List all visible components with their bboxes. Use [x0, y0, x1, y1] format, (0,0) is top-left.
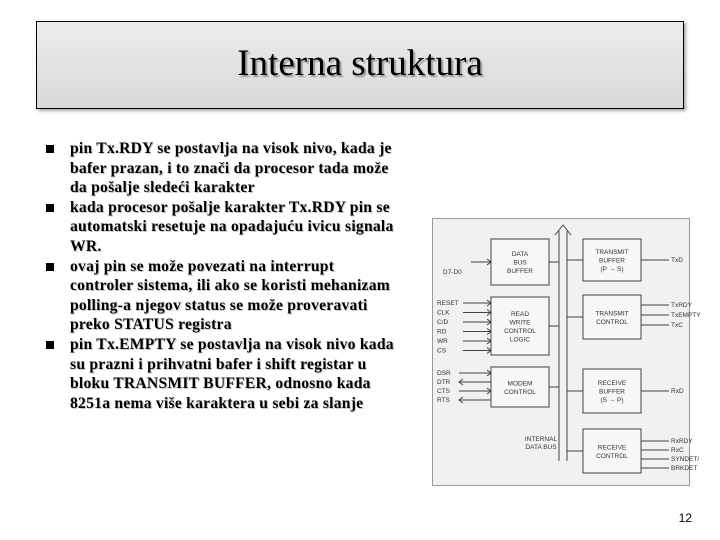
signal-label-control: CLK	[437, 309, 450, 317]
signal-label-modem: DSR	[437, 370, 451, 377]
modem-control-block-label: CONTROL	[504, 388, 536, 396]
bullet-item	[46, 198, 396, 257]
block-diagram-8251a	[432, 218, 701, 486]
receive-buffer-block-label: (S → P)	[600, 397, 624, 404]
internal-bus-label: INTERNAL	[524, 436, 558, 443]
signal-label-modem: DTR	[437, 379, 451, 386]
signal-label-receive-control: SYNDET/	[671, 456, 700, 463]
read-write-control-block-label: CONTROL	[504, 327, 536, 335]
signal-label-transmit-control: TxC	[671, 322, 683, 329]
internal-bus-label: DATA BUS	[525, 444, 557, 451]
bullet-item	[46, 257, 396, 335]
read-write-control-block-label: WRITE	[509, 319, 531, 327]
signal-label-control: CS	[437, 347, 447, 355]
signal-label-data-bus: D7-D0	[443, 269, 462, 276]
page-number: 12	[678, 511, 692, 525]
signal-label-receive-control: RxRDY	[671, 438, 693, 445]
signal-label-txd: TxD	[671, 257, 683, 264]
modem-control-block-label: MODEM	[507, 380, 533, 388]
transmit-buffer-block-label: TRANSMIT	[595, 249, 629, 256]
transmit-control-block-label: CONTROL	[596, 318, 628, 326]
read-write-control-block-label: READ	[510, 310, 530, 318]
signal-label-transmit-control: TxEMPTY	[671, 312, 701, 319]
bus-arrow-icon	[555, 225, 571, 235]
read-write-control-block-label: LOGIC	[509, 336, 531, 344]
block-diagram-svg	[433, 219, 701, 485]
receive-control-block-label: RECEIVE	[597, 444, 627, 452]
signal-label-receive-control: RxC	[671, 447, 684, 454]
square-bullet-icon	[46, 263, 54, 271]
signal-label-receive-control: BRKDET	[671, 465, 698, 472]
receive-control-block-label: CONTROL	[596, 452, 628, 460]
signal-label-rxd: RxD	[671, 388, 684, 395]
data-bus-buffer-block-label: DATA	[511, 251, 529, 258]
square-bullet-icon	[46, 341, 54, 349]
signal-label-modem: CTS	[437, 388, 450, 395]
signal-label-control: WR	[437, 338, 448, 345]
square-bullet-icon	[46, 204, 54, 212]
receive-buffer-block-label: RECEIVE	[597, 380, 627, 387]
bullet-text: pin Tx.EMPTY se postavlja na visok nivo kada su prazni i prihvatni bafer i shift registar u bloku TRANSMIT BUFFER, odnosno kada 8251a nema više karaktera u sebi za slanje	[70, 335, 394, 412]
title-box	[36, 21, 684, 109]
signal-label-control: C/D	[437, 319, 449, 326]
bullet-item	[46, 139, 396, 198]
data-bus-buffer-block-label: BUFFER	[507, 268, 533, 275]
signal-label-control: RD	[437, 328, 447, 336]
bullet-item	[46, 335, 396, 413]
signal-label-transmit-control: TxRDY	[671, 302, 692, 309]
receive-buffer-block-label: BUFFER	[599, 388, 625, 396]
transmit-control-block-label: TRANSMIT	[595, 310, 629, 318]
bullet-list	[46, 139, 396, 413]
signal-label-modem: RTS	[437, 397, 450, 404]
signal-label-control: RESET	[437, 300, 459, 307]
bullet-text: ovaj pin se može povezati na interrupt controler sistema, ili ako se koristi mehanizam polling-a njegov status se može proveravati preko STATUS registra	[70, 257, 390, 334]
transmit-buffer-block-label: (P → S)	[600, 266, 624, 273]
bullet-text: kada procesor pošalje karakter Tx.RDY pin se automatski resetuje na opadajuću ivicu signala WR.	[70, 198, 394, 255]
slide-title: Interna struktura	[237, 42, 483, 84]
data-bus-buffer-block-label: BUS	[513, 259, 527, 267]
transmit-buffer-block-label: BUFFER	[599, 257, 625, 265]
square-bullet-icon	[46, 145, 54, 153]
bullet-text: pin Tx.RDY se postavlja na visok nivo, kada je bafer prazan, i to znači da procesor tada može da pošalje sledeći karakter	[70, 140, 392, 197]
